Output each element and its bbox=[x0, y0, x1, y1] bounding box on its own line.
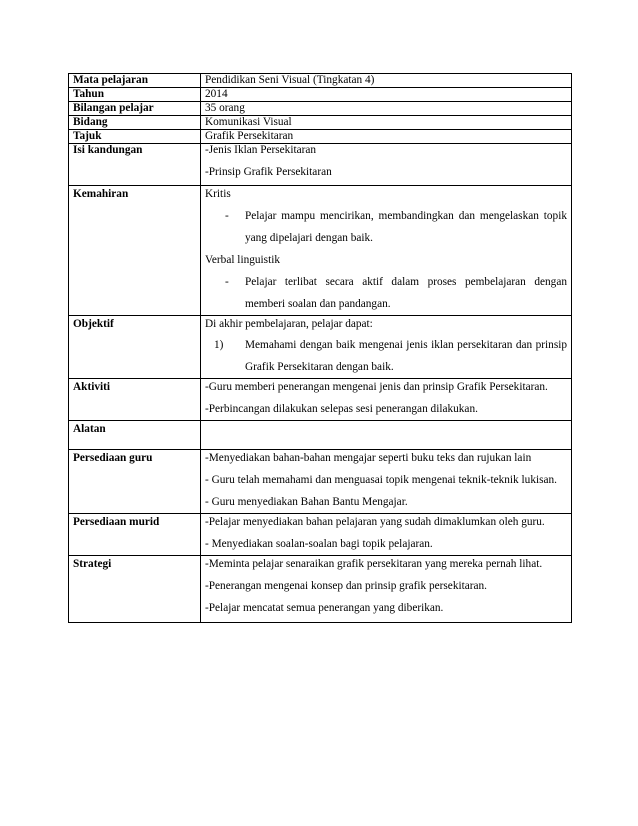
label-persediaan-murid: Persediaan murid bbox=[69, 514, 201, 556]
isi-kandungan-line-2: -Prinsip Grafik Persekitaran bbox=[205, 166, 332, 178]
row-tajuk bbox=[69, 130, 572, 144]
kemahiran-heading-kritis: Kritis bbox=[205, 188, 231, 200]
row-alatan bbox=[69, 421, 572, 450]
lesson-plan-table bbox=[68, 73, 572, 623]
value-persediaan-murid bbox=[201, 514, 572, 556]
strategi-line-3: -Pelajar mencatat semua penerangan yang diberikan. bbox=[205, 602, 444, 614]
persediaan-guru-line-1: -Menyediakan bahan-bahan mengajar seperti buku teks dan rujukan lain bbox=[205, 452, 532, 464]
label-strategi: Strategi bbox=[69, 556, 201, 623]
isi-kandungan-line-1: -Jenis Iklan Persekitaran bbox=[205, 144, 317, 156]
bullet-marker: - bbox=[225, 210, 229, 222]
row-aktiviti bbox=[69, 379, 572, 421]
label-isi-kandungan: Isi kandungan bbox=[69, 144, 201, 186]
row-isi-kandungan bbox=[69, 144, 572, 186]
objektif-item-1-text: Memahami dengan baik mengenai jenis iklan persekitaran dan prinsip Grafik Persekitaran dengan baik. bbox=[245, 339, 567, 373]
value-bilangan-pelajar: 35 orang bbox=[201, 102, 572, 116]
label-objektif: Objektif bbox=[69, 316, 201, 379]
value-persediaan-guru bbox=[201, 450, 572, 514]
row-objektif bbox=[69, 316, 572, 379]
label-kemahiran: Kemahiran bbox=[69, 186, 201, 316]
value-bidang: Komunikasi Visual bbox=[201, 116, 572, 130]
objektif-intro: Di akhir pembelajaran, pelajar dapat: bbox=[205, 318, 373, 330]
value-strategi bbox=[201, 556, 572, 623]
row-tahun bbox=[69, 88, 572, 102]
kemahiran-heading-verbal: Verbal linguistik bbox=[205, 254, 280, 266]
value-kemahiran bbox=[201, 186, 572, 316]
row-kemahiran bbox=[69, 186, 572, 316]
value-tajuk: Grafik Persekitaran bbox=[201, 130, 572, 144]
persediaan-guru-line-3: - Guru menyediakan Bahan Bantu Mengajar. bbox=[205, 496, 408, 508]
aktiviti-line-2: -Perbincangan dilakukan selepas sesi penerangan dilakukan. bbox=[205, 403, 478, 415]
aktiviti-line-1: -Guru memberi penerangan mengenai jenis dan prinsip Grafik Persekitaran. bbox=[205, 381, 548, 393]
value-aktiviti bbox=[201, 379, 572, 421]
value-mata-pelajaran: Pendidikan Seni Visual (Tingkatan 4) bbox=[201, 74, 572, 88]
value-alatan bbox=[201, 421, 572, 450]
label-tahun: Tahun bbox=[69, 88, 201, 102]
kemahiran-bullet-1 bbox=[205, 205, 567, 249]
strategi-line-2: -Penerangan mengenai konsep dan prinsip grafik persekitaran. bbox=[205, 580, 488, 592]
label-bilangan-pelajar: Bilangan pelajar bbox=[69, 102, 201, 116]
label-mata-pelajaran: Mata pelajaran bbox=[69, 74, 201, 88]
row-persediaan-murid bbox=[69, 514, 572, 556]
value-isi-kandungan bbox=[201, 144, 572, 186]
label-aktiviti: Aktiviti bbox=[69, 379, 201, 421]
row-persediaan-guru bbox=[69, 450, 572, 514]
kemahiran-bullet-1-text: Pelajar mampu mencirikan, membandingkan dan mengelaskan topik yang dipelajari dengan baik. bbox=[245, 210, 567, 244]
row-mata-pelajaran bbox=[69, 74, 572, 88]
strategi-line-1: -Meminta pelajar senaraikan grafik persekitaran yang mereka pernah lihat. bbox=[205, 558, 543, 570]
value-tahun: 2014 bbox=[201, 88, 572, 102]
label-alatan: Alatan bbox=[69, 421, 201, 450]
ordered-marker: 1) bbox=[214, 339, 224, 351]
row-strategi bbox=[69, 556, 572, 623]
label-bidang: Bidang bbox=[69, 116, 201, 130]
row-bilangan-pelajar bbox=[69, 102, 572, 116]
bullet-marker: - bbox=[225, 276, 229, 288]
persediaan-murid-line-1: -Pelajar menyediakan bahan pelajaran yang sudah dimaklumkan oleh guru. bbox=[205, 516, 545, 528]
kemahiran-bullet-2 bbox=[205, 271, 567, 315]
kemahiran-bullet-2-text: Pelajar terlibat secara aktif dalam proses pembelajaran dengan memberi soalan dan pandangan. bbox=[245, 276, 567, 310]
label-persediaan-guru: Persediaan guru bbox=[69, 450, 201, 514]
objektif-item-1 bbox=[205, 334, 567, 378]
lesson-plan-page bbox=[68, 73, 567, 623]
persediaan-guru-line-2: - Guru telah memahami dan menguasai topik mengenai teknik-teknik lukisan. bbox=[205, 474, 557, 486]
label-tajuk: Tajuk bbox=[69, 130, 201, 144]
persediaan-murid-line-2: - Menyediakan soalan-soalan bagi topik pelajaran. bbox=[205, 538, 433, 550]
row-bidang bbox=[69, 116, 572, 130]
value-objektif bbox=[201, 316, 572, 379]
